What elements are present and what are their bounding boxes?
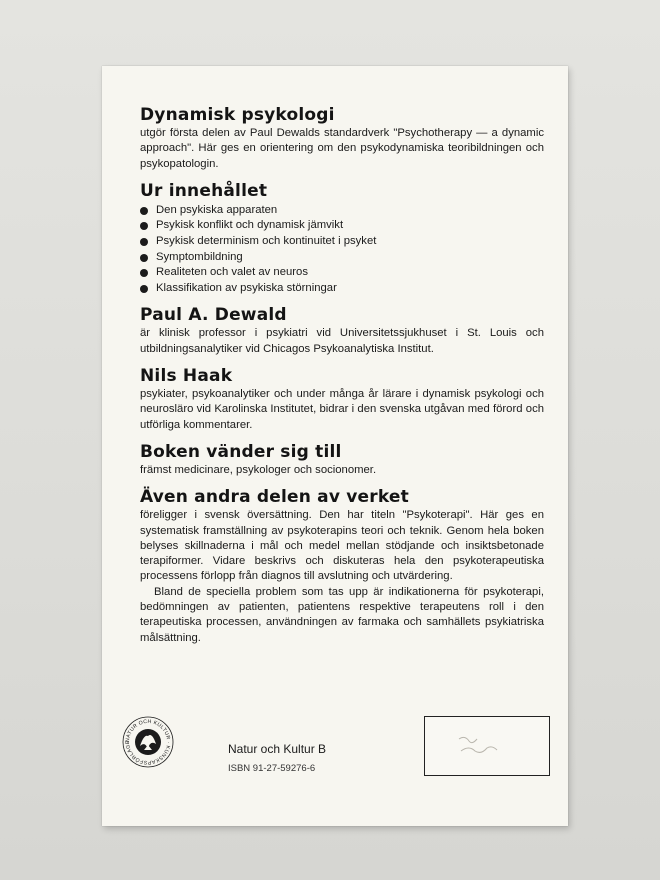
list-item: Realiteten och valet av neuros <box>140 265 544 281</box>
list-item: Psykisk determinism och kontinuitet i psyket <box>140 234 544 250</box>
section-haak <box>140 365 544 433</box>
publisher-name: Natur och Kultur B <box>228 742 327 756</box>
bullet-icon <box>140 285 148 293</box>
price-box <box>424 716 550 776</box>
list-item: Symptombildning <box>140 250 544 266</box>
book-back-cover <box>102 66 568 826</box>
heading-dynamisk-psykologi: Dynamisk psykologi <box>140 105 335 125</box>
heading-second-part: Även andra delen av verket <box>140 487 409 508</box>
text-dewald: är klinisk professor i psykiatri vid Universitetssjukhuset i St. Louis och utbildningsanalytiker vid Chicagos Psykoanalytiska Institut. <box>140 327 544 355</box>
section-dewald <box>140 304 544 357</box>
text-audience: främst medicinare, psykologer och socionomer. <box>140 463 377 476</box>
heading-ur-innehallet: Ur innehållet <box>140 180 268 201</box>
text-dynamisk-psykologi: utgör första delen av Paul Dewalds standardverk "Psychotherapy — a dynamic approach". Här ges en orientering om den psykodynamiska teoribildningen och psykopatologin. <box>140 127 544 170</box>
section-ur-innehallet <box>140 180 544 297</box>
section-second-part <box>140 486 544 646</box>
list-item: Psykisk konflikt och dynamisk jämvikt <box>140 218 544 234</box>
isbn: ISBN 91-27-59276-6 <box>228 763 316 774</box>
section-dynamisk-psykologi <box>140 104 544 172</box>
bullet-icon <box>140 269 148 277</box>
pencil-scribble-icon <box>453 729 513 761</box>
heading-haak: Nils Haak <box>140 366 233 387</box>
text-haak: psykiater, psykoanalytiker och under många år lärare i dynamisk psykologi och neurosläro vid Karolinska Institutet, bidrar i den svenska utgåvan med förord och utförliga kommentarer. <box>140 388 544 431</box>
publisher-logo <box>122 716 174 768</box>
bullet-icon <box>140 254 148 262</box>
bullet-icon <box>140 207 148 215</box>
list-item: Klassifikation av psykiska störningar <box>140 281 544 297</box>
blurb <box>140 104 544 654</box>
text-second-part: föreligger i svensk översättning. Den har titeln "Psykoterapi". Här ges en systematisk framställning av psykoterapins teori och teknik. Genom hela boken belyses skillnaderna i mål och medel mellan stödjande och insiktsbetonade terapiformer. Vidare beskrivs och diskuteras hela den psykoterapeutiska processens förlopp från diagnos till avslutning och utvärdering. <box>140 509 544 583</box>
list-item: Den psykiska apparaten <box>140 203 544 219</box>
contents-list <box>140 203 544 297</box>
heading-dewald: Paul A. Dewald <box>140 305 287 326</box>
section-audience <box>140 441 544 478</box>
bullet-icon <box>140 222 148 230</box>
heading-audience: Boken vänder sig till <box>140 441 342 462</box>
text-second-part-2: Bland de speciella problem som tas upp är indikationerna för psykoterapi, bedömningen av patienten, patientens respektive terapeutens roll i den terapeutiska processen, användningen av farmaka och samhällets psykiatriska målsättning. <box>140 585 544 644</box>
logo-ring-text: NATUR OCH KULTUR · KUNSKAPSFÖRLAGE <box>124 718 172 766</box>
bullet-icon <box>140 238 148 246</box>
